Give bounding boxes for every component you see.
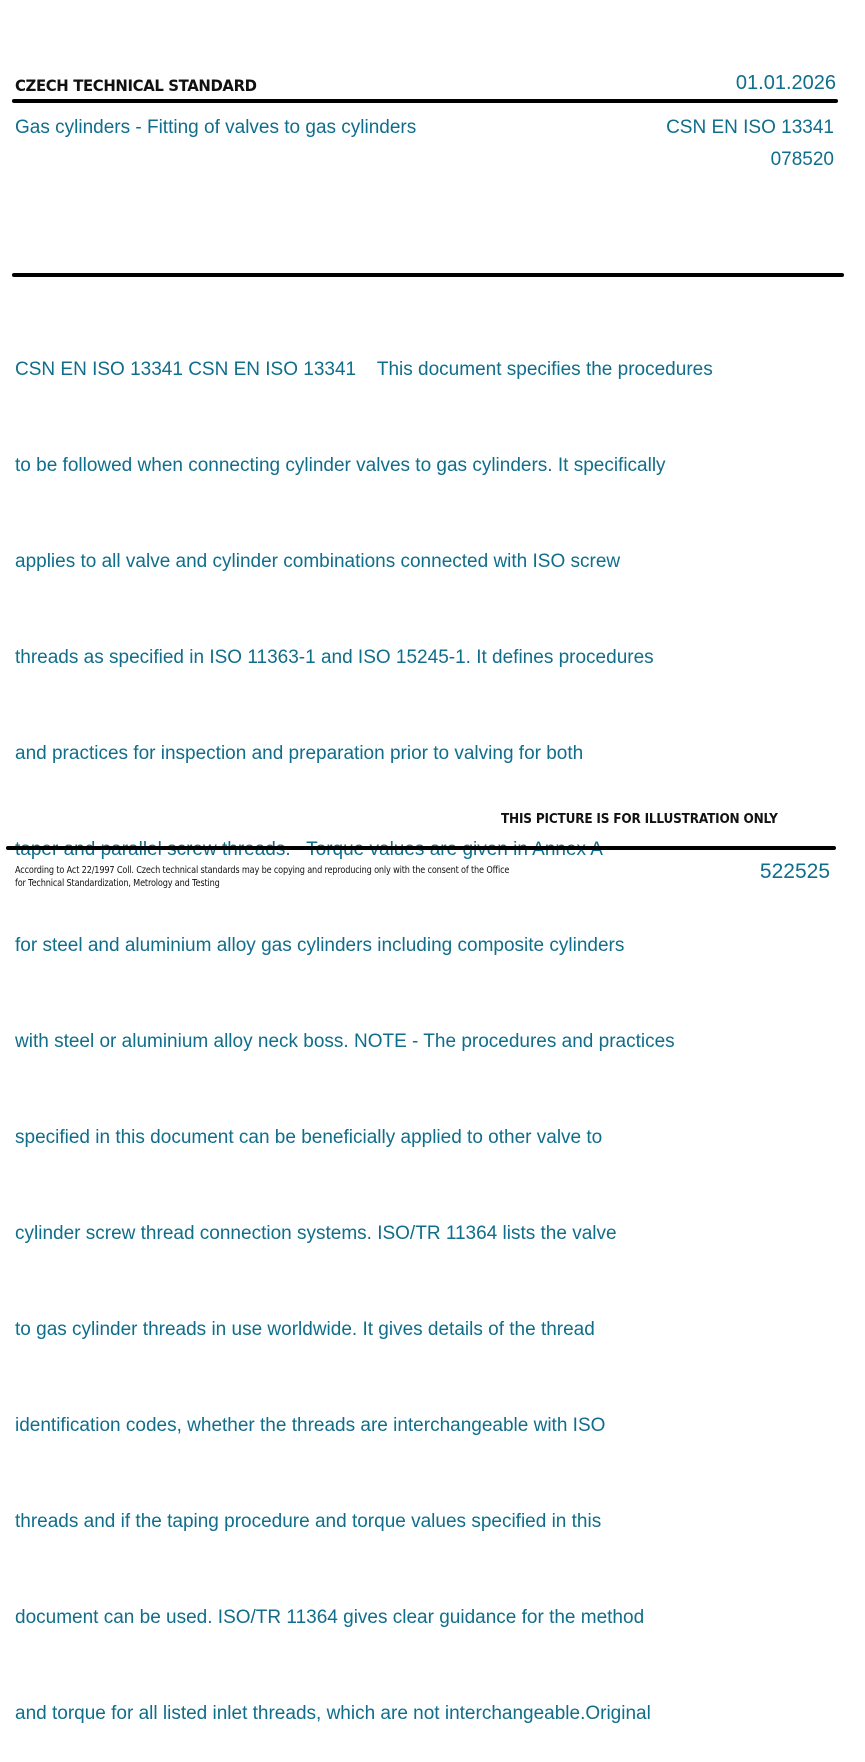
abstract-line: document can be used. ISO/TR 11364 gives clear guidance for the method [15, 1607, 645, 1628]
abstract-line [15, 834, 835, 866]
abstract-line: specified in this document can be beneficially applied to other valve to [15, 1127, 603, 1148]
abstract-text [15, 290, 835, 1762]
legal-notice [15, 864, 509, 890]
footer-divider [6, 846, 836, 850]
effective-date: 01.01.2026 [735, 72, 836, 94]
illustration-disclaimer: THIS PICTURE IS FOR ILLUSTRATION ONLY [501, 812, 778, 827]
standard-type-label: CZECH TECHNICAL STANDARD [15, 76, 257, 95]
document-title: Gas cylinders - Fitting of valves to gas cylinders [15, 117, 417, 138]
legal-notice-line: According to Act 22/1997 Coll. Czech technical standards may be copying and reproducing only with the consent of the Office [15, 865, 510, 876]
abstract-line: to gas cylinder threads in use worldwide. It gives details of the thread [15, 1319, 595, 1340]
abstract-line: identification codes, whether the threads are interchangeable with ISO [15, 1415, 606, 1436]
abstract-line: and torque for all listed inlet threads, which are not interchangeable.Original [15, 1703, 651, 1724]
standard-number: CSN EN ISO 13341 [666, 117, 834, 138]
abstract-line: CSN EN ISO 13341 CSN EN ISO 13341 This document specifies the procedures [15, 359, 713, 380]
legal-notice-line: for Technical Standardization, Metrology and Testing [15, 878, 220, 889]
header-divider [12, 99, 838, 103]
abstract-line: threads and if the taping procedure and torque values specified in this [15, 1511, 602, 1532]
document-code: 522525 [759, 860, 830, 883]
classification-number: 078520 [770, 149, 834, 170]
abstract-line: and practices for inspection and preparation prior to valving for both [15, 743, 584, 764]
abstract-line: for steel and aluminium alloy gas cylinders including composite cylinders [15, 935, 625, 956]
abstract-line: to be followed when connecting cylinder valves to gas cylinders. It specifically [15, 455, 666, 476]
abstract-line: applies to all valve and cylinder combinations connected with ISO screw [15, 551, 621, 572]
abstract-line: threads as specified in ISO 11363-1 and ISO 15245-1. It defines procedures [15, 647, 654, 668]
abstract-line: cylinder screw thread connection systems. ISO/TR 11364 lists the valve [15, 1223, 617, 1244]
body-divider [12, 273, 844, 277]
abstract-line: with steel or aluminium alloy neck boss. NOTE - The procedures and practices [15, 1031, 675, 1052]
